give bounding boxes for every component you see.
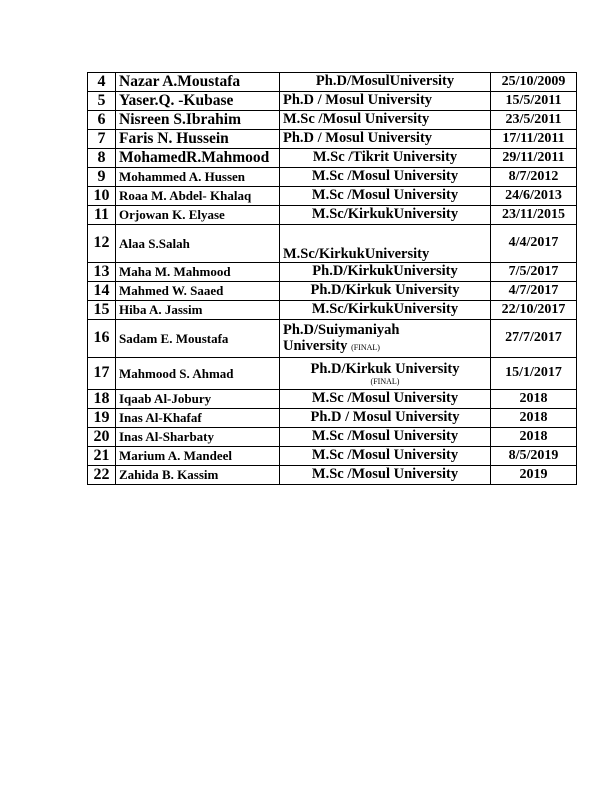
degree-university — [280, 358, 491, 390]
award-date: 2018 — [491, 390, 577, 409]
person-name: Roaa M. Abdel- Khalaq — [116, 187, 280, 206]
row-number: 17 — [88, 358, 116, 390]
table-row — [88, 92, 577, 111]
table-row — [88, 466, 577, 485]
award-date: 4/4/2017 — [491, 225, 577, 263]
row-number: 12 — [88, 225, 116, 263]
row-number: 15 — [88, 301, 116, 320]
degree-university: M.Sc /Mosul University — [280, 466, 491, 485]
person-name: Maha M. Mahmood — [116, 263, 280, 282]
final-note: (FINAL) — [370, 376, 400, 386]
row-number: 8 — [88, 149, 116, 168]
degree-university: M.Sc/KirkukUniversity — [280, 301, 491, 320]
person-name: Nisreen S.Ibrahim — [116, 111, 280, 130]
award-date: 25/10/2009 — [491, 73, 577, 92]
row-number: 19 — [88, 409, 116, 428]
person-name: Sadam E. Moustafa — [116, 320, 280, 358]
person-name: MohamedR.Mahmood — [116, 149, 280, 168]
table-row — [88, 206, 577, 225]
degree-university: M.Sc /Mosul University — [280, 390, 491, 409]
table-row — [88, 111, 577, 130]
award-date: 24/6/2013 — [491, 187, 577, 206]
person-name: Mahmed W. Saaed — [116, 282, 280, 301]
award-date: 2018 — [491, 428, 577, 447]
person-name: Inas Al-Khafaf — [116, 409, 280, 428]
person-name: Orjowan K. Elyase — [116, 206, 280, 225]
award-date: 29/11/2011 — [491, 149, 577, 168]
award-date: 22/10/2017 — [491, 301, 577, 320]
award-date: 17/11/2011 — [491, 130, 577, 149]
degree-university: Ph.D / Mosul University — [280, 130, 491, 149]
degree-university: M.Sc /Mosul University — [280, 428, 491, 447]
degree-university — [280, 320, 491, 358]
table-row — [88, 428, 577, 447]
row-number: 13 — [88, 263, 116, 282]
table-row — [88, 358, 577, 390]
table-row — [88, 409, 577, 428]
award-date: 23/5/2011 — [491, 111, 577, 130]
row-number: 7 — [88, 130, 116, 149]
row-number: 5 — [88, 92, 116, 111]
degree-line-1: Ph.D/Suiymaniyah — [283, 322, 400, 339]
award-date: 27/7/2017 — [491, 320, 577, 358]
table-row — [88, 149, 577, 168]
award-date: 15/1/2017 — [491, 358, 577, 390]
final-note: (FINAL) — [351, 342, 380, 352]
person-name: Inas Al-Sharbaty — [116, 428, 280, 447]
degree-university: Ph.D/KirkukUniversity — [280, 263, 491, 282]
degree-university: Ph.D/Kirkuk University — [280, 282, 491, 301]
table-row — [88, 390, 577, 409]
person-name: Yaser.Q. -Kubase — [116, 92, 280, 111]
degree-line-2: University — [283, 337, 348, 354]
row-number: 14 — [88, 282, 116, 301]
person-name: Iqaab Al-Jobury — [116, 390, 280, 409]
degree-university: M.Sc /Mosul University — [280, 111, 491, 130]
row-number: 4 — [88, 73, 116, 92]
row-number: 10 — [88, 187, 116, 206]
row-number: 20 — [88, 428, 116, 447]
table-row — [88, 282, 577, 301]
person-name: Alaa S.Salah — [116, 225, 280, 263]
person-name: Marium A. Mandeel — [116, 447, 280, 466]
award-date: 7/5/2017 — [491, 263, 577, 282]
row-number: 16 — [88, 320, 116, 358]
degree-university: Ph.D / Mosul University — [280, 92, 491, 111]
row-number: 21 — [88, 447, 116, 466]
degree-university: M.Sc/KirkukUniversity — [280, 206, 491, 225]
degree-university: M.Sc /Tikrit University — [280, 149, 491, 168]
degree-line-1: Ph.D/Kirkuk University — [310, 361, 460, 378]
person-name: Mohammed A. Hussen — [116, 168, 280, 187]
degree-university: Ph.D/MosulUniversity — [280, 73, 491, 92]
degree-university: M.Sc /Mosul University — [280, 447, 491, 466]
table-row — [88, 130, 577, 149]
person-name: Mahmood S. Ahmad — [116, 358, 280, 390]
person-name: Nazar A.Moustafa — [116, 73, 280, 92]
award-date: 23/11/2015 — [491, 206, 577, 225]
row-number: 6 — [88, 111, 116, 130]
table-row — [88, 447, 577, 466]
row-number: 22 — [88, 466, 116, 485]
degree-university: M.Sc /Mosul University — [280, 168, 491, 187]
table-row — [88, 263, 577, 282]
person-name: Hiba A. Jassim — [116, 301, 280, 320]
table-row — [88, 301, 577, 320]
award-date: 15/5/2011 — [491, 92, 577, 111]
degree-university: M.Sc /Mosul University — [280, 187, 491, 206]
degree-university: Ph.D / Mosul University — [280, 409, 491, 428]
table-row — [88, 320, 577, 358]
award-date: 4/7/2017 — [491, 282, 577, 301]
award-date: 2019 — [491, 466, 577, 485]
degree-university: M.Sc/KirkukUniversity — [280, 225, 491, 263]
table-row — [88, 73, 577, 92]
table-row — [88, 187, 577, 206]
graduates-table — [87, 72, 577, 485]
award-date: 8/7/2012 — [491, 168, 577, 187]
table-row — [88, 225, 577, 263]
person-name: Zahida B. Kassim — [116, 466, 280, 485]
row-number: 9 — [88, 168, 116, 187]
award-date: 8/5/2019 — [491, 447, 577, 466]
person-name: Faris N. Hussein — [116, 130, 280, 149]
award-date: 2018 — [491, 409, 577, 428]
row-number: 18 — [88, 390, 116, 409]
table-row — [88, 168, 577, 187]
row-number: 11 — [88, 206, 116, 225]
